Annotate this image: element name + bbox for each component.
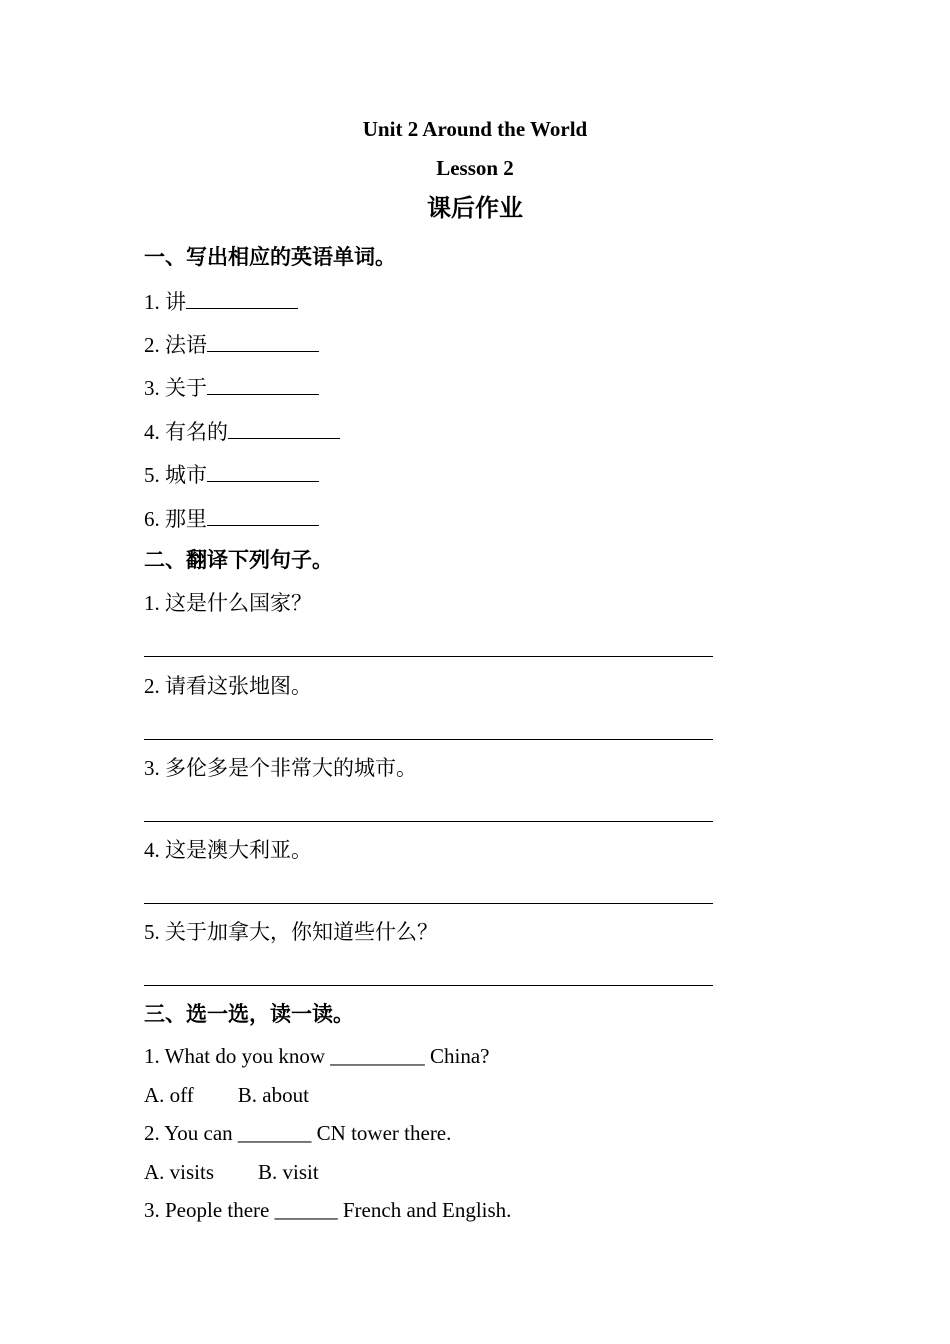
part2-item: [144, 922, 438, 943]
option-b[interactable]: B. about: [237, 1083, 309, 1107]
item-number: 1.: [144, 290, 160, 314]
answer-blank[interactable]: [207, 463, 319, 482]
item-text: 讲: [165, 290, 186, 314]
part2-item: [144, 758, 417, 779]
part2-heading: 二、翻译下列句子。: [144, 548, 333, 572]
part1-item: [144, 376, 319, 399]
answer-line[interactable]: [144, 985, 713, 986]
item-number: 3.: [144, 756, 160, 780]
part1-item: [144, 333, 319, 356]
answer-blank[interactable]: [207, 376, 319, 395]
item-number: 5.: [144, 463, 160, 487]
part1-item: [144, 463, 319, 486]
lesson-title: Lesson 2: [436, 156, 514, 180]
item-number: 3.: [144, 376, 160, 400]
answer-line[interactable]: [144, 739, 713, 740]
question-stem: 1. What do you know _________ China?: [144, 1044, 490, 1068]
item-text: 城市: [165, 463, 207, 487]
question-options: [144, 1085, 309, 1106]
question-stem: 2. You can _______ CN tower there.: [144, 1121, 452, 1145]
part1-item: [144, 420, 340, 443]
part2-item: [144, 676, 312, 697]
answer-line[interactable]: [144, 656, 713, 657]
answer-blank[interactable]: [228, 420, 340, 439]
item-number: 2.: [144, 674, 160, 698]
item-text: 多伦多是个非常大的城市。: [165, 756, 417, 780]
option-a[interactable]: A. visits: [144, 1160, 215, 1184]
item-number: 1.: [144, 591, 160, 615]
option-a[interactable]: A. off: [144, 1083, 194, 1107]
answer-line[interactable]: [144, 903, 713, 904]
part1-item: [144, 507, 319, 530]
part2-item: [144, 593, 312, 614]
item-text: 有名的: [165, 420, 228, 444]
answer-blank[interactable]: [207, 507, 319, 526]
item-number: 4.: [144, 838, 160, 862]
part2-item: [144, 840, 312, 861]
item-text: 关于加拿大，你知道些什么？: [165, 920, 438, 944]
item-number: 6.: [144, 507, 160, 531]
answer-blank[interactable]: [186, 290, 298, 309]
item-number: 2.: [144, 333, 160, 357]
item-text: 关于: [165, 376, 207, 400]
part1-item: [144, 290, 298, 313]
unit-title: Unit 2 Around the World: [362, 117, 588, 141]
option-b[interactable]: B. visit: [258, 1160, 319, 1184]
item-text: 那里: [165, 507, 207, 531]
part3-heading: 三、选一选，读一读。: [144, 1002, 354, 1026]
answer-blank[interactable]: [207, 333, 319, 352]
homework-title: 课后作业: [427, 196, 523, 222]
item-text: 法语: [165, 333, 207, 357]
part1-heading: 一、写出相应的英语单词。: [144, 245, 396, 269]
item-text: 请看这张地图。: [165, 674, 312, 698]
answer-line[interactable]: [144, 821, 713, 822]
item-number: 5.: [144, 920, 160, 944]
question-options: [144, 1162, 319, 1183]
item-text: 这是什么国家？: [165, 591, 312, 615]
item-number: 4.: [144, 420, 160, 444]
item-text: 这是澳大利亚。: [165, 838, 312, 862]
question-stem: 3. People there ______ French and English.: [144, 1198, 512, 1222]
